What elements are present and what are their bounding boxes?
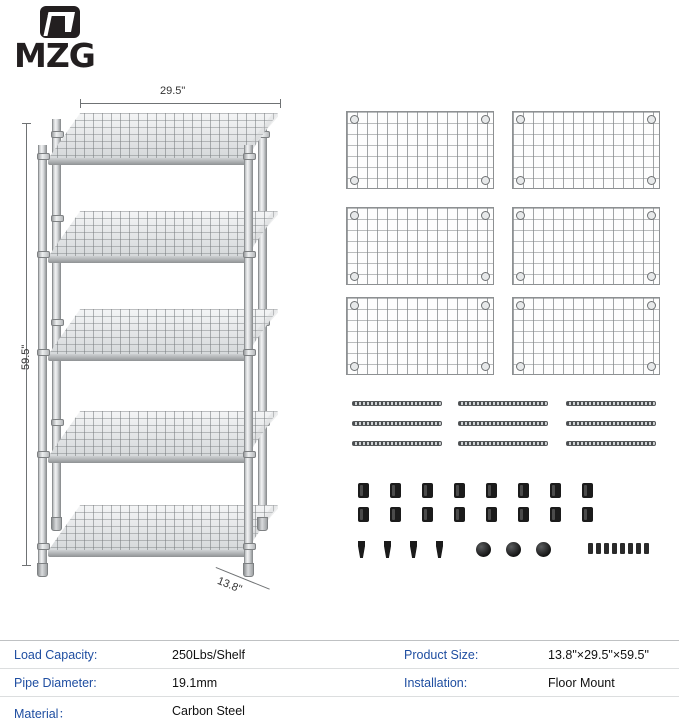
part-clip <box>636 543 641 554</box>
shelf-illustration <box>20 85 330 605</box>
part-sleeve <box>390 507 401 522</box>
spec-key-installation: Installation: <box>404 676 468 690</box>
brand-logo-text: MZG <box>14 36 95 75</box>
part-pole <box>458 421 548 426</box>
part-clip <box>628 543 633 554</box>
part-sleeve <box>486 507 497 522</box>
shelf-post-front-left <box>38 145 47 565</box>
part-shelf-panel <box>512 297 660 375</box>
part-shelf-panel <box>346 111 494 189</box>
part-sleeve <box>486 483 497 498</box>
width-dimension-tick-right <box>280 99 281 108</box>
part-foot-pad <box>506 542 521 557</box>
spec-key-material: Material： <box>14 707 71 721</box>
width-dimension-line <box>80 103 280 104</box>
part-sleeve <box>422 507 433 522</box>
width-dimension-label: 29.5" <box>160 85 186 97</box>
spec-row <box>0 669 679 697</box>
specification-table <box>0 640 679 725</box>
part-foot-pad <box>476 542 491 557</box>
part-clip <box>596 543 601 554</box>
part-leveling-screw <box>384 541 391 558</box>
shelf-foot-rear-right <box>257 517 268 531</box>
part-sleeve <box>358 483 369 498</box>
part-sleeve <box>518 507 529 522</box>
spec-value-load-capacity: 250Lbs/Shelf <box>172 648 245 662</box>
part-clip <box>612 543 617 554</box>
part-pole <box>352 401 442 406</box>
part-sleeve <box>454 507 465 522</box>
shelf-post-front-right <box>244 145 253 565</box>
part-shelf-panel <box>346 207 494 285</box>
part-sleeve <box>582 483 593 498</box>
part-shelf-panel <box>346 297 494 375</box>
part-pole <box>566 441 656 446</box>
part-sleeve <box>582 507 593 522</box>
part-sleeve <box>422 483 433 498</box>
spec-value-material: Carbon Steel <box>172 704 245 718</box>
height-dimension-tick-top <box>22 123 31 124</box>
part-shelf-panel <box>512 111 660 189</box>
spec-key-load-capacity: Load Capacity: <box>14 648 98 662</box>
part-pole <box>458 441 548 446</box>
shelf-foot-rear-left <box>51 517 62 531</box>
part-sleeve <box>550 483 561 498</box>
part-shelf-panel <box>512 207 660 285</box>
spec-row <box>0 641 679 669</box>
spec-value-product-size: 13.8"×29.5"×59.5" <box>548 648 649 662</box>
part-sleeve <box>518 483 529 498</box>
part-sleeve <box>454 483 465 498</box>
part-leveling-screw <box>410 541 417 558</box>
height-dimension-tick-bottom <box>22 565 31 566</box>
spec-key-pipe-diameter: Pipe Diameter: <box>14 676 97 690</box>
part-clip <box>588 543 593 554</box>
part-clip <box>620 543 625 554</box>
shelf-foot-front-left <box>37 563 48 577</box>
part-pole <box>352 441 442 446</box>
part-pole <box>566 401 656 406</box>
spec-value-installation: Floor Mount <box>548 676 615 690</box>
part-pole <box>566 421 656 426</box>
part-foot-pad <box>536 542 551 557</box>
parts-breakdown <box>340 105 670 575</box>
mzg-monogram-icon <box>40 6 80 38</box>
spec-row <box>0 697 679 725</box>
part-pole <box>352 421 442 426</box>
part-sleeve <box>550 507 561 522</box>
part-leveling-screw <box>358 541 365 558</box>
spec-value-pipe-diameter: 19.1mm <box>172 676 218 690</box>
part-clip <box>604 543 609 554</box>
spec-key-product-size: Product Size: <box>404 648 479 662</box>
part-sleeve <box>358 507 369 522</box>
part-clip <box>644 543 649 554</box>
width-dimension-tick-left <box>80 99 81 108</box>
part-sleeve <box>390 483 401 498</box>
part-leveling-screw <box>436 541 443 558</box>
height-dimension-label: 59.5" <box>20 344 32 370</box>
part-pole <box>458 401 548 406</box>
brand-logo <box>14 6 104 75</box>
depth-dimension-label: 13.8" <box>215 575 244 596</box>
shelf-foot-front-right <box>243 563 254 577</box>
